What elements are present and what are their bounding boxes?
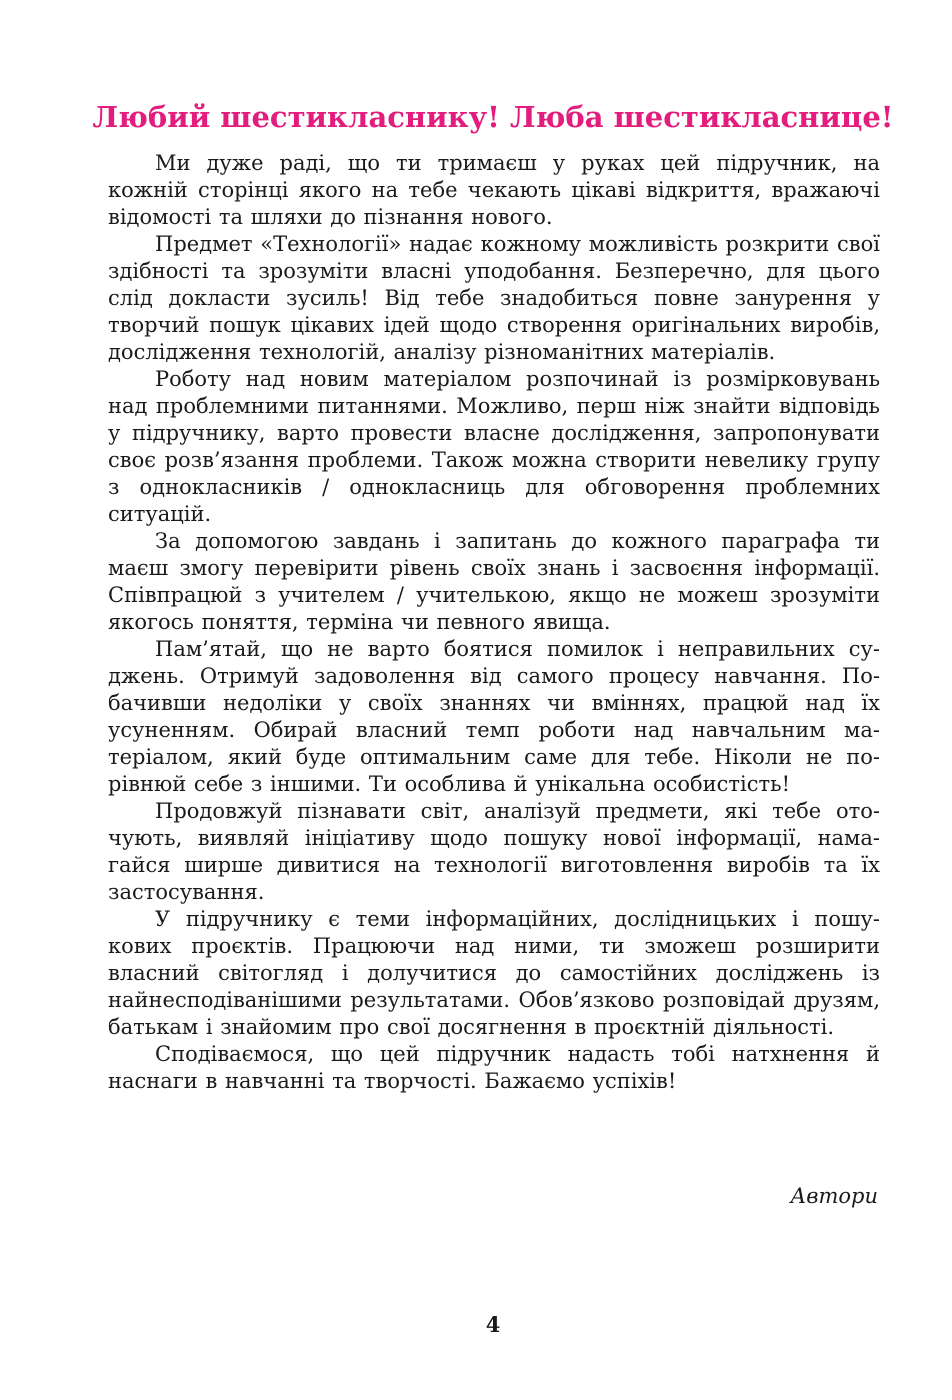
paragraph: Сподіваємося, що цей підручник надасть тобі натхнення й наснаги в навчанні та творчості. Бажаємо успіхів! xyxy=(108,1042,880,1093)
paragraph: Продовжуй пізнавати світ, аналізуй предмети, які тебе оточують, виявляй ініціативу щодо пошуку нової інформації, намагайся ширше дивитися на технології виготовлення виробів та їх застосування. xyxy=(108,799,880,904)
paragraph: Предмет «Технології» надає кожному можливість розкрити свої здібності та зрозуміти власні уподобання. Безперечно, для цього слід докласти зусиль! Від тебе знадобиться повне занурення у творчий пошук цікавих ідей щодо створення оригінальних виробів, дослідження технологій, аналізу різноманітних матеріалів. xyxy=(108,232,880,364)
paragraph: Ми дуже раді, що ти тримаєш у руках цей підручник, на кожній сторінці якого на тебе чекають цікаві відкриття, вражаючі відомості та шляхи до пізнання нового. xyxy=(108,151,880,229)
paragraph: За допомогою завдань і запитань до кожного параграфа ти маєш змогу перевірити рівень своїх знань і засвоєння інформації. Співпрацюй з учителем / учителькою, якщо не можеш зрозуміти якогось поняття, терміна чи певного явища. xyxy=(108,529,880,634)
signature: Автори xyxy=(790,1184,878,1208)
paragraph: Пам’ятай, що не варто боятися помилок і неправильних суджень. Отримуй задоволення від самого процесу навчання. Побачивши недоліки у своїх знаннях чи вміннях, працюй над їх усуненням. Обирай власний темп роботи над навчальним матеріалом, який буде оптимальним саме для тебе. Ніколи не порівнюй себе з іншими. Ти особлива й унікальна особистість! xyxy=(108,637,880,796)
paragraph: Роботу над новим матеріалом розпочинай із розмірковувань над проблемними питаннями. Можливо, перш ніж знайти відповідь у підручнику, варто провести власне дослідження, запропонувати своє розв’язання проблеми. Також можна створити невелику групу з однокласників / однокласниць для обговорення проблемних ситуацій. xyxy=(108,367,880,526)
paragraph: У підручнику є теми інформаційних, дослідницьких і пошукових проєктів. Працюючи над ними, ти зможеш розширити власний світогляд і долучитися до самостійних досліджень із найнесподіванішими результатами. Обов’язково розповідай друзям, батькам і знайомим про свої досягнення в проєктній діяльності. xyxy=(108,907,880,1039)
page-number: 4 xyxy=(485,1312,501,1337)
page-heading: Любий шестикласнику! Люба шестикласнице! xyxy=(92,100,894,134)
body-text xyxy=(108,150,880,1095)
